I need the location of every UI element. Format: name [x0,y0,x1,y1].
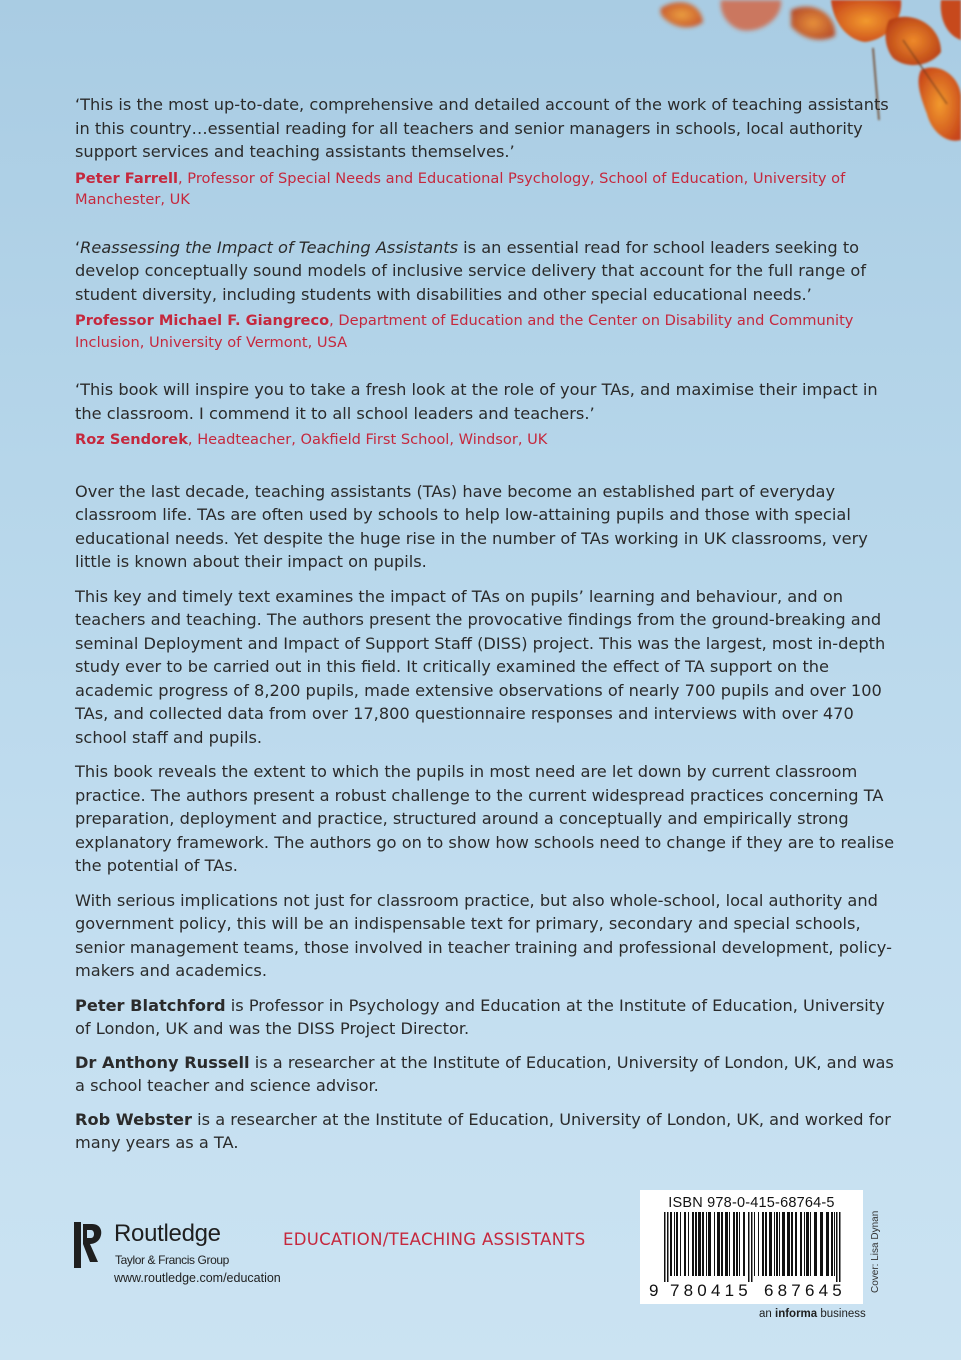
author-name: Peter Blatchford [75,995,226,1015]
author-bio [75,1108,895,1155]
author-bio-text: is a researcher at the Institute of Education, University of London, UK, and worked for many years as a TA. [75,1109,891,1152]
back-cover-text [75,93,895,1165]
publisher-subtitle: Taylor & Francis Group [115,1253,229,1267]
author-bio-text: is Professor in Psychology and Education at the Institute of Education, University of London, UK and was the DISS Project Director. [75,995,885,1038]
publisher-url: www.routledge.com/education [114,1271,281,1285]
isbn-barcode [640,1190,863,1304]
author-bio [75,1051,895,1098]
barcode-bars [640,1212,863,1282]
informa-brand: informa [775,1308,818,1320]
author-bio [75,994,895,1041]
endorsement-quote [75,236,895,354]
quote-author: Roz Sendorek [75,431,188,448]
quote-affiliation: , Headteacher, Oakfield First School, Windsor, UK [187,431,548,448]
quote-text-rest: is an essential read for school leaders seeking to develop conceptually sound models of inclusive service delivery that account for the full range of student diversity, including students with disabilities and other special educational needs.’ [75,237,867,304]
informa-suffix: business [817,1308,866,1320]
author-bios [75,994,895,1155]
quote-affiliation: , Professor of Special Needs and Educational Psychology, School of Education, University of Manchester, UK [75,169,846,208]
book-description [75,480,895,983]
author-name: Rob Webster [75,1109,192,1129]
quote-affiliation: , Department of Education and the Center on Disability and Community Inclusion, University of Vermont, USA [75,312,854,351]
description-paragraph: With serious implications not just for classroom practice, but also whole-school, local authority and government policy, this will be an indispensable text for primary, secondary and special schools, senior management teams, those involved in teacher training and professional development, policy-makers and academics. [75,890,892,980]
quote-author: Professor Michael F. Giangreco [75,312,330,329]
description-paragraph: This key and timely text examines the impact of TAs on pupils’ learning and behaviour, and on teachers and teaching. The authors present the provocative findings from the ground-breaking and seminal Deployment and Impact of Support Staff (DISS) project. This was the largest, most in-depth study ever to be carried out in this field. It critically examined the effect of TA support on the academic progress of 8,200 pupils, made extensive observations of nearly 700 pupils and over 100 TAs, and collected data from over 17,800 questionnaire responses and interviews with over 470 school staff and pupils. [75,586,886,747]
quote-text: ‘This is the most up-to-date, comprehensive and detailed account of the work of teaching assistants in this country…essential reading for all teachers and senior managers in schools, local authority support services and teaching assistants themselves.’ [75,95,889,161]
quote-text: ‘This book will inspire you to take a fresh look at the role of your TAs, and maximise their impact in the classroom. I commend it to all school leaders and teachers.’ [75,380,878,423]
cover-credit-text: Cover: Lisa Dynan [870,1210,881,1293]
informa-tagline [759,1308,866,1320]
author-bio-text: is a researcher at the Institute of Education, University of London, UK, and was a school teacher and science advisor. [75,1052,894,1095]
routledge-logo-icon [74,1222,104,1272]
description-paragraph: Over the last decade, teaching assistants (TAs) have become an established part of everyday classroom life. TAs are often used by schools to help low-attaining pupils and those with special educational needs. Yet despite the huge rise in the number of TAs working in UK classrooms, very little is known about their impact on pupils. [75,481,868,571]
quote-attribution [75,168,895,211]
author-name: Dr Anthony Russell [75,1052,250,1072]
cover-credit [869,1198,883,1293]
quote-author: Peter Farrell [75,169,179,187]
isbn-digit-group: 780415 [670,1281,752,1300]
quote-text [75,236,895,307]
publisher-block [74,1220,314,1290]
endorsement-quote [75,378,895,451]
quote-open-mark: ‘ [75,237,81,257]
isbn-digit-group: 687645 [764,1281,846,1300]
publisher-name: Routledge [114,1220,221,1247]
quote-attribution [75,310,895,353]
subject-category: EDUCATION/TEACHING ASSISTANTS [283,1230,586,1249]
endorsement-quote [75,93,895,211]
quote-attribution [75,429,895,451]
informa-prefix: an [759,1308,775,1320]
book-title: Reassessing the Impact of Teaching Assistants [80,237,459,257]
isbn-label: ISBN 978-0-415-68764-5 [668,1195,835,1211]
isbn-digit-lead: 9 [649,1281,659,1300]
description-paragraph: This book reveals the extent to which the pupils in most need are let down by current classroom practice. The authors present a robust challenge to the current widespread practices concerning TA preparation, deployment and practice, structured around a conceptually and empirically strong explanatory framework. The authors go on to show how schools need to change if they are to realise the potential of TAs. [75,762,895,875]
